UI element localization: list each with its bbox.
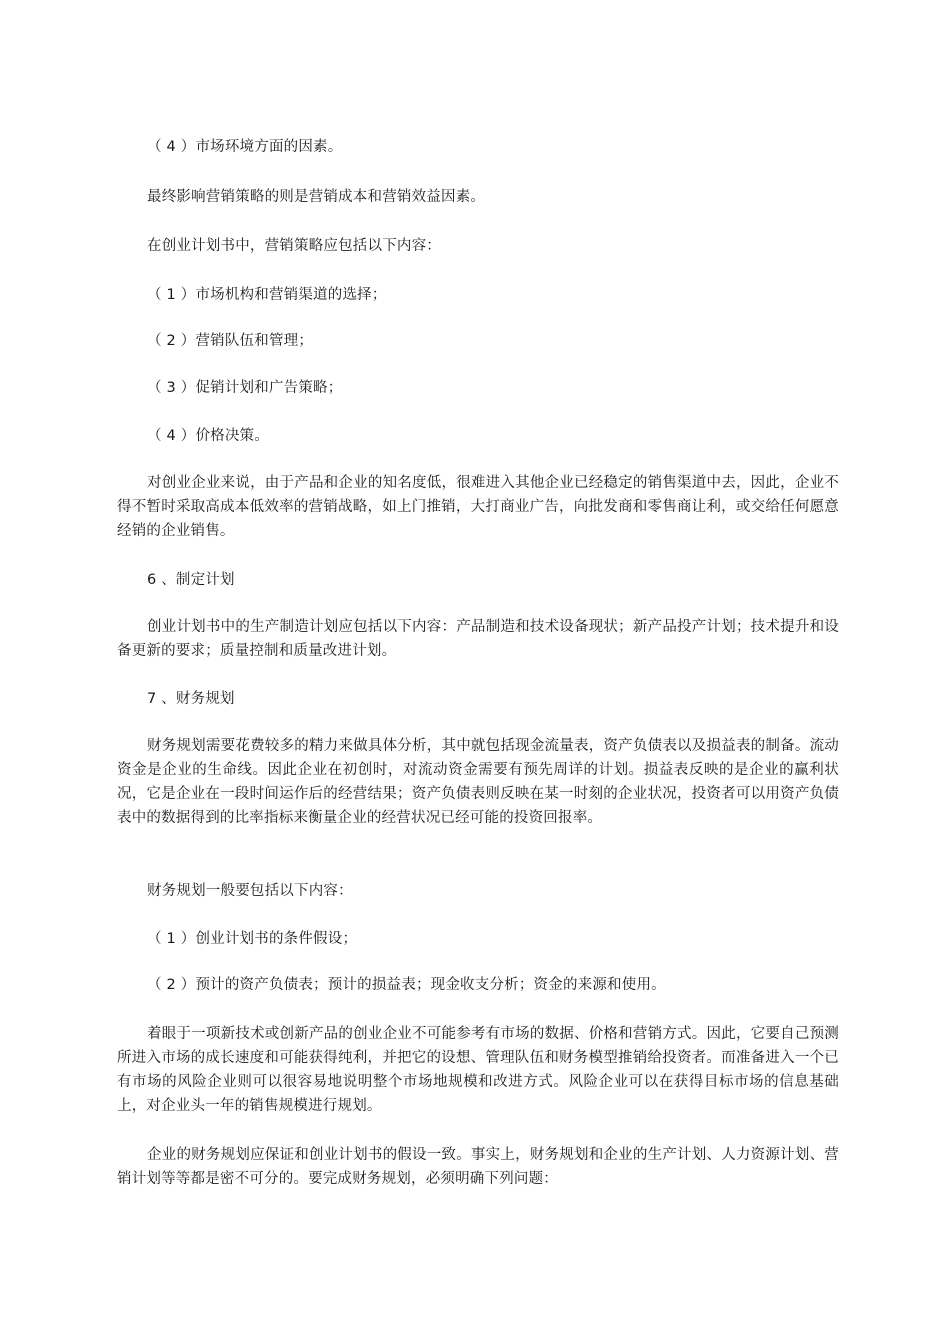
list-item-sales-team: （ 2 ）营销队伍和管理；: [147, 333, 314, 349]
paragraph-financial-consistency: 企业的财务规划应保证和创业计划书的假设一致。事实上，财务规划和企业的生产计划、人力资源计划、营销计划等等都是密不可分的。要完成财务规划，必须明确下列问题：: [117, 1147, 839, 1187]
paragraph-new-technology: 着眼于一项新技术或创新产品的创业企业不可能参考有市场的数据、价格和营销方式。因此，它要自己预测所进入市场的成长速度和可能获得纯利，并把它的设想、管理队伍和财务模型推销给投资者。而准备进入一个已有市场的风险企业则可以很容易地说明整个市场地规模和改进方式。风险企业可以在获得目标市场的信息基础上，对企业头一年的销售规模进行规划。: [117, 1026, 839, 1114]
section-heading-plan: 6 、制定计划: [147, 572, 235, 588]
list-item-promotion: （ 3 ）促销计划和广告策略；: [147, 380, 343, 396]
paragraph-financial-contents: 财务规划一般要包括以下内容：: [147, 883, 353, 899]
list-item-pricing: （ 4 ）价格决策。: [147, 428, 269, 444]
section-heading-finance: 7 、财务规划: [147, 691, 235, 707]
paragraph-financial-planning: 财务规划需要花费较多的精力来做具体分析，其中就包括现金流量表，资产负债表以及损益表的制备。流动资金是企业的生命线。因此企业在初创时，对流动资金需要有预先周详的计划。损益表反映的是企业的赢利状况，它是企业在一段时间运作后的经营结果；资产负债表则反映在某一时刻的企业状况，投资者可以用资产负债表中的数据得到的比率指标来衡量企业的经营状况已经可能的投资回报率。: [117, 738, 839, 826]
list-item-market-environment: （ 4 ）市场环境方面的因素。: [147, 139, 343, 155]
paragraph-startup-marketing: 对创业企业来说，由于产品和企业的知名度低，很难进入其他企业已经稳定的销售渠道中去，因此，企业不得不暂时采取高成本低效率的营销战略，如上门推销，大打商业广告，向批发商和零售商让利，或交给任何愿意经销的企业销售。: [117, 475, 839, 539]
paragraph-marketing-cost: 最终影响营销策略的则是营销成本和营销效益因素。: [147, 189, 486, 205]
list-item-channels: （ 1 ）市场机构和营销渠道的选择；: [147, 287, 387, 303]
list-item-assumptions: （ 1 ）创业计划书的条件假设；: [147, 931, 358, 947]
paragraph-production-plan: 创业计划书中的生产制造计划应包括以下内容：产品制造和技术设备现状；新产品投产计划；技术提升和设备更新的要求；质量控制和质量改进计划。: [117, 619, 839, 659]
paragraph-marketing-strategy-intro: 在创业计划书中，营销策略应包括以下内容：: [147, 238, 441, 254]
list-item-financial-statements: （ 2 ）预计的资产负债表；预计的损益表；现金收支分析；资金的来源和使用。: [147, 977, 666, 993]
